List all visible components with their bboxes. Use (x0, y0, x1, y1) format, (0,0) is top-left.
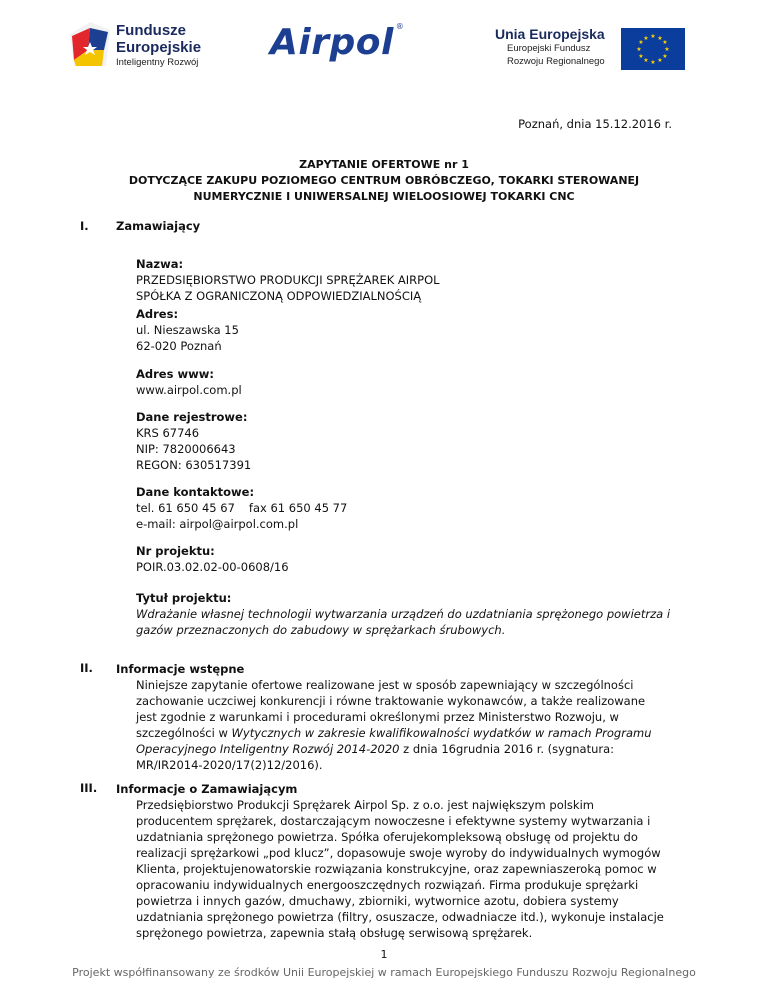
svg-text:★: ★ (662, 53, 668, 60)
nazwa-line2: SPÓŁKA Z OGRANICZONĄ ODPOWIEDZIALNOŚCIĄ (136, 289, 422, 303)
section-2-body (116, 661, 676, 773)
nazwa-block (136, 256, 676, 304)
page-number: 1 (380, 948, 388, 961)
ue-logo-line2: Europejski Fundusz (507, 43, 591, 54)
document-title (90, 157, 678, 205)
kontakt-block (136, 484, 676, 532)
adres-label: Adres: (136, 307, 179, 321)
s2-line2: zachowanie uczciwej konkurencji i równe traktowanie wykonawców, a także realizowane (136, 694, 646, 708)
nazwa-label: Nazwa: (136, 257, 184, 271)
email-value[interactable]: e-mail: airpol@airpol.com.pl (136, 517, 299, 531)
svg-text:★: ★ (664, 46, 670, 53)
adres-line2: 62-020 Poznań (136, 339, 222, 353)
section-3-heading: Informacje o Zamawiającym (116, 782, 298, 796)
title-line2: DOTYCZĄCE ZAKUPU POZIOMEGO CENTRUM OBRÓBCZEGO, TOKARKI STEROWANEJ (128, 174, 640, 187)
nazwa-line1: PRZEDSIĘBIORSTWO PRODUKCJI SPRĘŻAREK AIRPOL (136, 273, 440, 287)
svg-text:★: ★ (657, 35, 663, 42)
document-date: Poznań, dnia 15.12.2016 r. (518, 117, 672, 131)
section-2-number: II. (80, 661, 93, 675)
s3-line5: Klienta, projektujenowatorskie rozwiązania konstrukcyjne, oraz zapewniaszeroką pomoc w (136, 862, 657, 876)
projekt-nr-block (136, 543, 676, 575)
eu-flag-icon (621, 28, 685, 70)
section-1-heading: Zamawiający (116, 219, 201, 233)
svg-text:★: ★ (643, 35, 649, 42)
title-line3: NUMERYCZNIE I UNIWERSALNEJ WIELOOSIOWEJ TOKARKI CNC (193, 190, 575, 203)
s3-line1: Przedsiębiorstwo Produkcji Sprężarek Airpol Sp. z o.o. jest największym polskim (136, 798, 594, 812)
section-3-body (116, 781, 676, 941)
s2-line1: Niniejsze zapytanie ofertowe realizowane jest w sposób zapewniający w szczególności (136, 678, 634, 692)
fe-star-flag-icon (68, 20, 112, 72)
s2-line3: jest zgodnie z warunkami i procedurami określonymi przez Ministerstwo Rozwoju, w (136, 710, 619, 724)
svg-text:★: ★ (657, 57, 663, 64)
fe-logo-line1: Fundusze (116, 22, 186, 39)
adres-block (136, 306, 676, 354)
s2-line5-a: Operacyjnego Inteligentny Rozwój 2014-2020 (136, 742, 400, 756)
svg-text:★: ★ (638, 39, 644, 46)
section-2-heading: Informacje wstępne (116, 662, 245, 676)
airpol-registered-mark: ® (395, 22, 404, 31)
tytul-line2: gazów przeznaczonych do zabudowy w sprężarkach śrubowych. (136, 623, 506, 637)
tel-value: tel. 61 650 45 67 (136, 501, 235, 515)
projekt-nr-label: Nr projektu: (136, 544, 215, 558)
airpol-logo (270, 22, 430, 70)
airpol-logo-text: Airpol (270, 22, 394, 63)
svg-text:★: ★ (650, 33, 656, 40)
tel-fax-line (136, 500, 676, 516)
tytul-label: Tytuł projektu: (136, 591, 232, 605)
fundusze-europejskie-logo (68, 20, 238, 76)
svg-text:★: ★ (636, 46, 642, 53)
fe-logo-line2: Europejskie (116, 39, 202, 56)
s2-line5 (136, 741, 676, 757)
svg-text:★: ★ (662, 39, 668, 46)
footer-cofinancing-note: Projekt współfinansowany ze środków Unii Europejskiej w ramach Europejskiego Funduszu Rozwoju Regionalnego (72, 966, 696, 979)
section-1-number: I. (80, 219, 89, 233)
s3-line4: realizacji sprężarkowi „pod klucz”, dopasowuje swoje wyroby do indywidualnych wymogów (136, 846, 661, 860)
s3-line3: uzdatniania sprężonego powietrza. Spółka oferujekompleksową obsługę od projektu do (136, 830, 638, 844)
s2-line6: MR/IR2014-2020/17(2)12/2016). (136, 758, 323, 772)
title-line1: ZAPYTANIE OFERTOWE nr 1 (299, 158, 469, 171)
s2-line4 (136, 725, 676, 741)
s3-line6: opracowaniu indywidualnych energooszczędnych rozwiązań. Firma produkuje sprężarki (136, 878, 639, 892)
rejestrowe-label: Dane rejestrowe: (136, 410, 248, 424)
fe-logo-line3: Inteligentny Rozwój (116, 57, 199, 68)
fax-value: fax 61 650 45 77 (248, 501, 348, 515)
projekt-nr-value: POIR.03.02.02-00-0608/16 (136, 560, 289, 574)
s2-line4-a: szczególności w (136, 726, 232, 740)
svg-text:★: ★ (643, 57, 649, 64)
nip-value: NIP: 7820006643 (136, 442, 236, 456)
unia-europejska-logo (495, 26, 695, 70)
rejestrowe-block (136, 409, 676, 473)
adres-line1: ul. Nieszawska 15 (136, 323, 239, 337)
s3-line9: sprężonego powietrza, zapewnia stałą obsługę serwisową sprężarek. (136, 926, 533, 940)
regon-value: REGON: 630517391 (136, 458, 252, 472)
kontakt-label: Dane kontaktowe: (136, 485, 255, 499)
www-block (136, 366, 676, 398)
www-link[interactable]: www.airpol.com.pl (136, 383, 242, 397)
s2-line5-b: z dnia 16grudnia 2016 r. (sygnatura: (399, 742, 615, 756)
ue-logo-line1: Unia Europejska (495, 26, 605, 42)
krs-value: KRS 67746 (136, 426, 200, 440)
ue-logo-line3: Rozwoju Regionalnego (507, 56, 605, 67)
s2-line4-b: Wytycznych w zakresie kwalifikowalności wydatków w ramach Programu (231, 726, 652, 740)
svg-text:★: ★ (650, 59, 656, 66)
s3-line7: powietrza i innych gazów, dmuchawy, zbiorniki, wytwornice azotu, dobiera systemy (136, 894, 619, 908)
www-label: Adres www: (136, 367, 214, 381)
tytul-block (136, 590, 676, 638)
s3-line8: uzdatniania sprężonego powietrza (filtry, osuszacze, odwadniacze itd.), wykonuje instalacje (136, 910, 664, 924)
svg-text:★: ★ (638, 53, 644, 60)
section-3-number: III. (80, 781, 98, 795)
tytul-line1: Wdrażanie własnej technologii wytwarzania urządzeń do uzdatniania sprężonego powietrza i (136, 607, 671, 621)
s3-line2: producentem sprężarek, dostarczającym nowoczesne i efektywne systemy wytwarzania i (136, 814, 651, 828)
